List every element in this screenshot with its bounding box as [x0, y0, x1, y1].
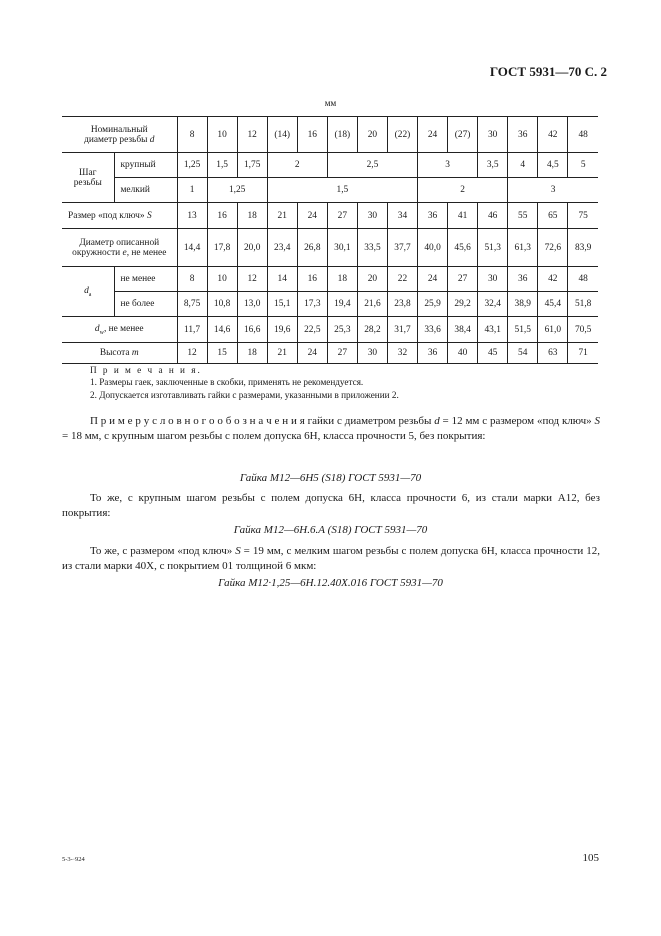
- table-cell: 4,5: [538, 153, 568, 178]
- table-row-wrench: [62, 203, 598, 229]
- table-cell: 10,8: [207, 292, 237, 317]
- table-cell: 5: [568, 153, 598, 178]
- example-paragraph-3: То же, с размером «под ключ» S = 19 мм, с мелким шагом резьбы с полем допуска 6Н, класса прочности 12, из стали марки 40Х, с покрытием 01 толщиной 6 мкм:: [62, 545, 601, 573]
- table-row-circumscribed: [62, 229, 598, 267]
- table-cell: (22): [387, 117, 417, 153]
- table-cell: 55: [508, 203, 538, 229]
- table-cell: 48: [568, 117, 598, 153]
- table-cell: 30: [357, 343, 387, 364]
- table-cell: 16: [297, 117, 327, 153]
- example-paragraph-1: П р и м е р у с л о в н о г о о б о з н а ч е н и я гайки с диаметром резьбы d = 12 мм с размером «под ключ» S = 18 мм, с крупным шагом резьбы с полем допуска 6Н, класса прочности 5, без покрытия:: [62, 415, 600, 443]
- table-cell: (27): [448, 117, 478, 153]
- table-cell: 38,4: [448, 317, 478, 343]
- pitch-label: Шаг резьбы: [62, 153, 114, 203]
- table-cell: 36: [508, 267, 538, 292]
- table-cell: 1,5: [207, 153, 237, 178]
- table-cell: 37,7: [387, 229, 417, 267]
- table-cell: 13,0: [237, 292, 267, 317]
- table-cell: 30,1: [327, 229, 357, 267]
- table-cell: 21: [267, 203, 297, 229]
- table-cell: 14,4: [177, 229, 207, 267]
- table-cell: 14: [267, 267, 297, 292]
- table-cell: 40: [448, 343, 478, 364]
- table-cell: 3,5: [478, 153, 508, 178]
- table-cell: 27: [327, 203, 357, 229]
- pitch-fine-label: мелкий: [114, 178, 177, 203]
- table-cell: 36: [418, 343, 448, 364]
- table-cell: 17,8: [207, 229, 237, 267]
- table-cell: 61,0: [538, 317, 568, 343]
- table-cell: 30: [478, 117, 508, 153]
- table-cell: 75: [568, 203, 598, 229]
- table-cell: 17,3: [297, 292, 327, 317]
- table-cell: 16: [297, 267, 327, 292]
- table-cell: 10: [207, 117, 237, 153]
- table-cell: 26,8: [297, 229, 327, 267]
- table-cell: 32: [387, 343, 417, 364]
- table-row-pitch-fine: [62, 178, 598, 203]
- table-cell: 38,9: [508, 292, 538, 317]
- table-cell: (14): [267, 117, 297, 153]
- table-cell: 36: [418, 203, 448, 229]
- table-cell: 48: [568, 267, 598, 292]
- table-cell: 1: [177, 178, 207, 203]
- page-header: ГОСТ 5931—70 С. 2: [489, 64, 607, 79]
- table-cell: 20: [357, 267, 387, 292]
- table-cell: 45,6: [448, 229, 478, 267]
- dimensions-table: [62, 116, 598, 364]
- table-cell: 33,6: [418, 317, 448, 343]
- table-row-dw: [62, 317, 598, 343]
- table-cell: 24: [418, 117, 448, 153]
- table-cell: 8: [177, 267, 207, 292]
- table-row-da-max: [62, 292, 598, 317]
- table-cell: 18: [327, 267, 357, 292]
- table-cell: 20,0: [237, 229, 267, 267]
- table-cell: 28,2: [357, 317, 387, 343]
- table-cell: 2: [418, 178, 508, 203]
- table-row-da-min: [62, 267, 598, 292]
- table-cell: 30: [357, 203, 387, 229]
- table-cell: 8,75: [177, 292, 207, 317]
- table-cell: 45: [478, 343, 508, 364]
- table-cell: 14,6: [207, 317, 237, 343]
- table-cell: 25,9: [418, 292, 448, 317]
- table-cell: 3: [508, 178, 598, 203]
- table-cell: 32,4: [478, 292, 508, 317]
- table-cell: 40,0: [418, 229, 448, 267]
- da-max-label: не более: [114, 292, 177, 317]
- table-cell: 8: [177, 117, 207, 153]
- table-cell: 36: [508, 117, 538, 153]
- da-min-label: не менее: [114, 267, 177, 292]
- table-cell: 27: [448, 267, 478, 292]
- table-cell: 16,6: [237, 317, 267, 343]
- table-cell: 29,2: [448, 292, 478, 317]
- circumscribed-label: Диаметр описанной окружности e, не менее: [62, 229, 177, 267]
- table-cell: 54: [508, 343, 538, 364]
- wrench-label: Размер «под ключ» S: [62, 203, 177, 229]
- table-cell: 23,8: [387, 292, 417, 317]
- table-cell: 1,25: [207, 178, 267, 203]
- table-cell: 24: [418, 267, 448, 292]
- table-cell: 1,25: [177, 153, 207, 178]
- table-cell: 21: [267, 343, 297, 364]
- table-cell: 30: [478, 267, 508, 292]
- notes-title: П р и м е ч а н и я.: [90, 365, 202, 375]
- footer-code: 5-3-·924: [62, 856, 85, 863]
- table-cell: 51,3: [478, 229, 508, 267]
- table-cell: 10: [207, 267, 237, 292]
- table-cell: 15,1: [267, 292, 297, 317]
- table-cell: 63: [538, 343, 568, 364]
- table-cell: 21,6: [357, 292, 387, 317]
- table-cell: 18: [237, 343, 267, 364]
- table-cell: 31,7: [387, 317, 417, 343]
- table-row-height: [62, 343, 598, 364]
- table-cell: 71: [568, 343, 598, 364]
- height-label: Высота m: [62, 343, 177, 364]
- table-cell: 4: [508, 153, 538, 178]
- table-cell: 1,5: [267, 178, 417, 203]
- table-cell: 23,4: [267, 229, 297, 267]
- table-cell: 42: [538, 117, 568, 153]
- table-cell: 13: [177, 203, 207, 229]
- table-cell: (18): [327, 117, 357, 153]
- table-cell: 12: [237, 117, 267, 153]
- note-item: 2. Допускается изготавливать гайки с размерами, указанными в приложении 2.: [90, 389, 399, 400]
- example-paragraph-2: То же, с крупным шагом резьбы с полем допуска 6Н, класса прочности 6, из стали марки А12, без покрытия:: [62, 492, 600, 520]
- table-cell: 51,8: [568, 292, 598, 317]
- table-cell: 25,3: [327, 317, 357, 343]
- table-cell: 12: [177, 343, 207, 364]
- table-cell: 22: [387, 267, 417, 292]
- designation-2: Гайка М12—6Н.6.А (S18) ГОСТ 5931—70: [233, 524, 428, 536]
- table-cell: 24: [297, 203, 327, 229]
- table-cell: 11,7: [177, 317, 207, 343]
- table-cell: 22,5: [297, 317, 327, 343]
- dw-label: $d_w$, не менее: [62, 317, 177, 343]
- table-cell: 43,1: [478, 317, 508, 343]
- table-cell: 34: [387, 203, 417, 229]
- table-cell: 1,75: [237, 153, 267, 178]
- table-cell: 83,9: [568, 229, 598, 267]
- table-cell: 45,4: [538, 292, 568, 317]
- table-cell: 24: [297, 343, 327, 364]
- table-cell: 61,3: [508, 229, 538, 267]
- designation-3: Гайка М12·1,25—6Н.12.40Х.016 ГОСТ 5931—70: [218, 577, 443, 589]
- table-cell: 65: [538, 203, 568, 229]
- table-cell: 18: [237, 203, 267, 229]
- table-notes: [90, 364, 399, 401]
- table-unit: мм: [324, 98, 337, 108]
- nominal-label: Номинальный диаметр резьбы d: [62, 117, 177, 153]
- table-cell: 3: [418, 153, 478, 178]
- table-cell: 20: [357, 117, 387, 153]
- table-cell: 46: [478, 203, 508, 229]
- table-cell: 51,5: [508, 317, 538, 343]
- table-cell: 19,6: [267, 317, 297, 343]
- note-item: 1. Размеры гаек, заключенные в скобки, применять не рекомендуется.: [90, 377, 364, 388]
- table-cell: 42: [538, 267, 568, 292]
- table-cell: 41: [448, 203, 478, 229]
- table-cell: 15: [207, 343, 237, 364]
- da-label: $d_a$: [62, 267, 114, 317]
- table-cell: 16: [207, 203, 237, 229]
- table-cell: 19,4: [327, 292, 357, 317]
- table-cell: 27: [327, 343, 357, 364]
- table-cell: 70,5: [568, 317, 598, 343]
- pitch-coarse-label: крупный: [114, 153, 177, 178]
- table-cell: 72,6: [538, 229, 568, 267]
- table-cell: 12: [237, 267, 267, 292]
- table-cell: 33,5: [357, 229, 387, 267]
- table-cell: 2,5: [327, 153, 417, 178]
- table-cell: 2: [267, 153, 327, 178]
- page-number: 105: [582, 852, 599, 864]
- table-row-pitch-coarse: [62, 153, 598, 178]
- table-row-nominal: [62, 117, 598, 153]
- designation-1: Гайка М12—6Н5 (S18) ГОСТ 5931—70: [239, 472, 422, 484]
